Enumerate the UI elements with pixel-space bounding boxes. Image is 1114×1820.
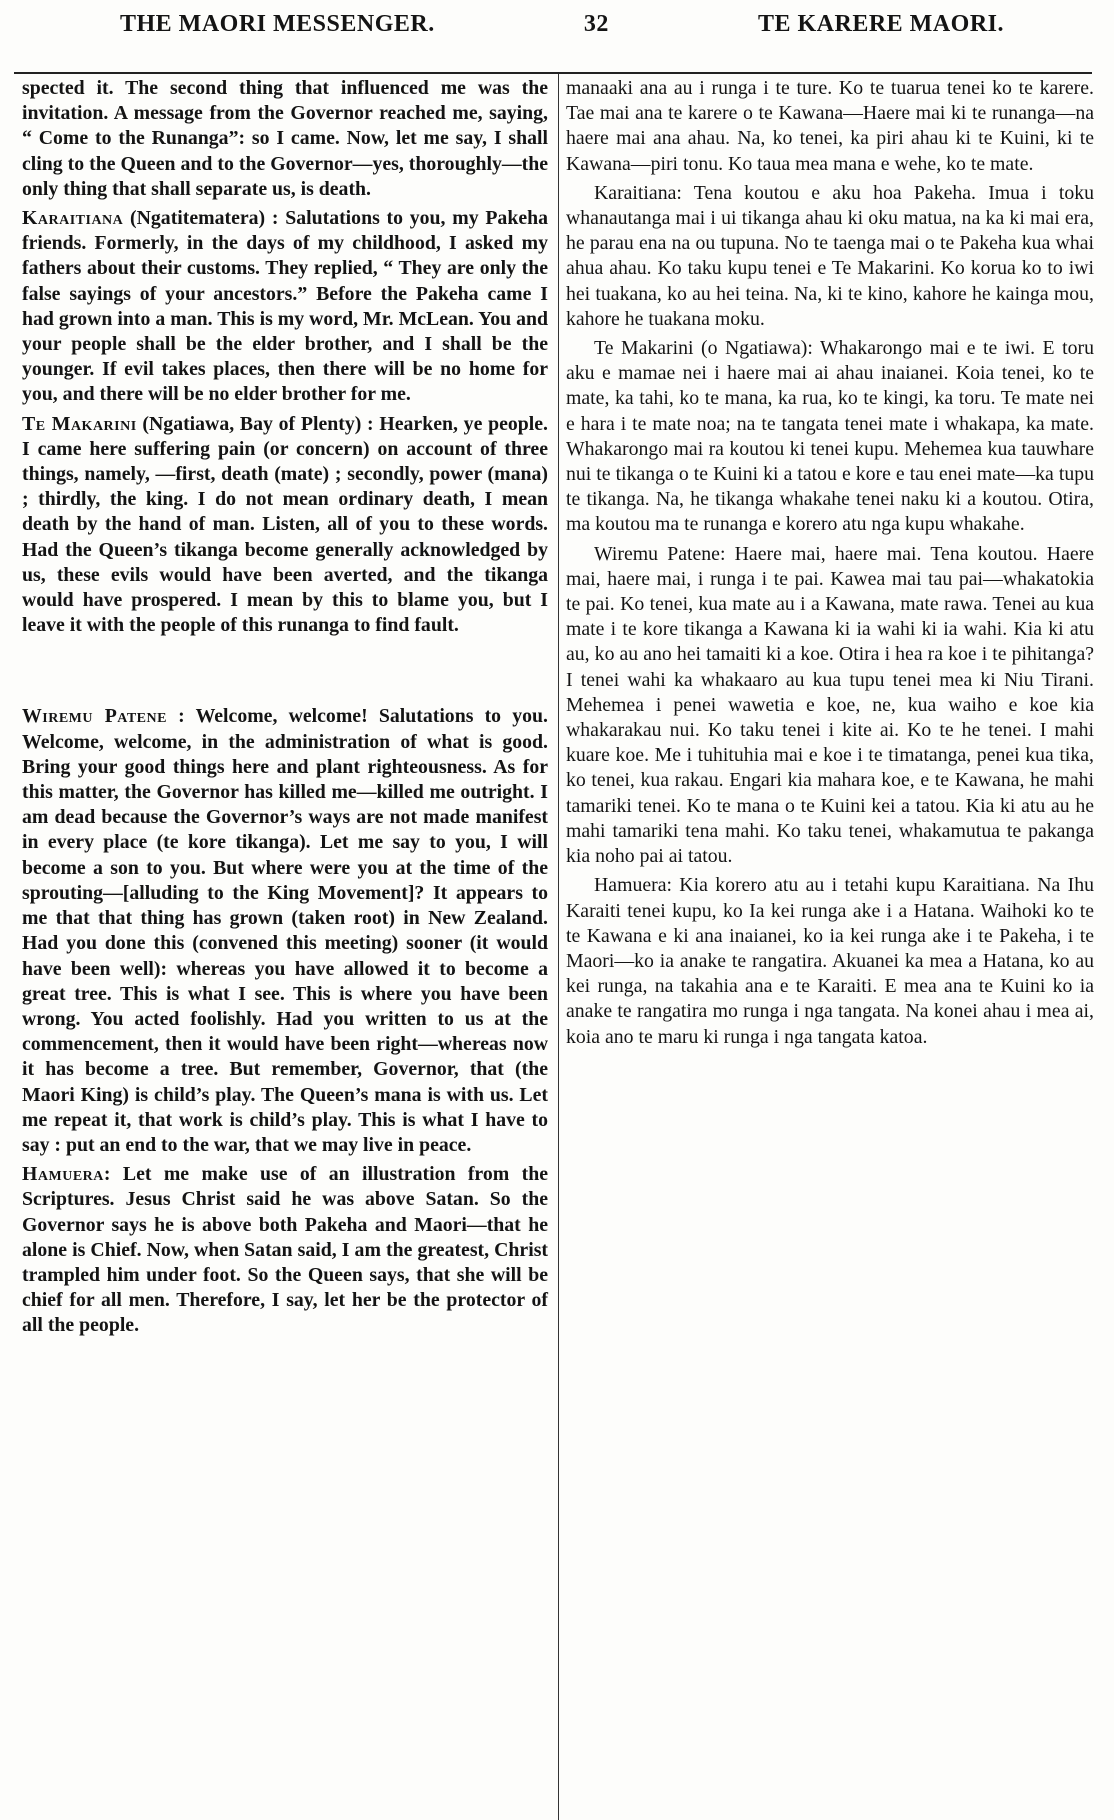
header-maori-title: TE KARERE MAORI.: [757, 10, 1004, 37]
english-paragraph: Wiremu Patene : Welcome, welcome! Salutations to you. Welcome, welcome, in the administration of what is good. Bring your good things here and plant righteousness. As for this matter, the Governor has killed me—killed me outright. I am dead because the Governor’s ways are not made manifest in every place (te kore tikanga). Let me say to you, I will become a son to you. But where were you at the time of the sprouting—[alluding to the King Movement]? It appears to me that that thing has grown (taken root) in New Zealand. Had you done this (convened this meeting) sooner (it would have been well): whereas you have allowed it to become a great tree. This is what I see. This is where you have been wrong. You acted foolishly. Had you written to us at the commencement, then it would have been right—whereas now it has become a tree. But remember, Governor, that (the Maori King) is child’s play. The Queen’s mana is with us. Let me repeat it, that work is child’s play. This is what I have to say : put an end to the war, that we may live in peace.: [22, 705, 548, 1156]
speaker-name: Te Makarini: [22, 412, 137, 435]
header-english-title: THE MAORI MESSENGER.: [120, 10, 435, 37]
page-header: [120, 6, 1004, 42]
english-paragraph: Te Makarini (Ngatiawa, Bay of Plenty) : Hearken, ye people. I came here suffering pain (or concern) on account of three things, namely, —first, death (mate) ; secondly, power (mana) ; thirdly, the king. I do not mean ordinary death, I mean death by the hand of man. Listen, all of you to these words. Had the Queen’s tikanga become generally acknowledged by us, these evils would have been averted, and the tikanga would have prospered. I mean by this to blame you, but I leave it with the people of this runanga to find fault.: [22, 412, 548, 637]
speaker-name: Hamuera: [22, 1163, 104, 1186]
speaker-name: Wiremu Patene: [22, 705, 167, 728]
maori-paragraph: Hamuera: Kia korero atu au i tetahi kupu Karaitiana. Na Ihu Karaiti tenei kupu, ko Ia kei runga ake i a Hatana. Waihoki ko te te Kawana e ki ana inaianei, ko ia kei runga ake i te Pakeha, i te Maori—ko ia anake te rangatira. Akuanei ka mea a Hatana, ko au kei runga, na takahia ana e te Karaiti. E mea ana te Kuini ko ia anake te rangatira mo runga i nga tangata. Na konei ahau i mea ai, koia ano te maru ki runga i nga tangata katoa.: [566, 874, 1094, 1048]
maori-paragraph: manaaki ana au i runga i te ture. Ko te tuarua tenei ko te karere. Tae mai ana te karere o te Kawana—Haere mai ki te runanga—na haere mai ana ahau. Na, ko tenei, ka piri ahau ki te Kuini, ki te Kawana—piri tonu. Ko taua mea mana e wehe, ko te mate.: [566, 77, 1094, 175]
column-divider: [558, 74, 559, 1820]
column-gap: [22, 642, 548, 704]
english-paragraph: Karaitiana (Ngatitematera) : Salutations to you, my Pakeha friends. Formerly, in the days of my childhood, I asked my fathers about their customs. They replied, “ They are only the false sayings of your ancestors.” Before the Pakeha came I had grown into a man. This is my word, Mr. McLean. You and your people shall be the elder brother, and I shall be the younger. If evil takes places, then there will be no home for you, and there will be no elder brother for me.: [22, 207, 548, 406]
maori-paragraph: Wiremu Patene: Haere mai, haere mai. Tena koutou. Haere mai, haere mai, i runga i te pai. Kawea mai tau pai—whakatokia te pai. Ko tenei, kua mate au i a Kawana, mate rawa. Tenei au kua mate i te kore tikanga a Kawana ki ia wahi ki ia wahi. Kia ki atu au, ko au ano hei tamaiti ki a koe. Otira i hea ra koe i te pihitanga? I tenei wahi ka whakaaro au kua tupu tenei mea ki Niu Tirani. Mehemea i penei wawetia e koe, ne, kua waiho e koe kia whakarakau nui. Ko taku tenei i kite ai. Ko te he tenei. I mahi kuare koe. Me i tuhituhia mai e koe i te timatanga, penei kua tika, ko tenei, kua rakau. Engari kia mahara koe, e te Kawana, he mahi tamariki tenei. Ko te mana o te Kuini kei a tatou. Kia ki atu au he mahi tamariki tena mahi. Ko taku tenei, whakamutua te pakanga kia noho pai ai tatou.: [566, 542, 1094, 868]
page-number: 32: [583, 10, 609, 37]
maori-paragraph: Karaitiana: Tena koutou e aku hoa Pakeha. Imua i toku whanautanga mai i ui tikanga ahau ki oku matua, na ka ki mai era, he parau ena na ou tupuna. No te taenga mai o te Pakeha kua whai ahua ahau. Ko taku kupu tenei e Te Makarini. Ko korua ko to iwi hei tuakana, ko au hei teina. Na, ki te kino, kahore he kainga mou, kahore he tuakana moku.: [566, 181, 1094, 330]
maori-column: [566, 76, 1094, 1054]
english-column: [22, 76, 548, 1343]
header-rule: [14, 72, 1092, 74]
english-paragraph: spected it. The second thing that influenced me was the invitation. A message from the Governor reached me, saying, “ Come to the Runanga”: so I came. Now, let me say, I shall cling to the Queen and to the Governor—yes, thoroughly—the only thing that shall separate us, is death.: [22, 77, 548, 200]
english-paragraph: Hamuera: Let me make use of an illustration from the Scriptures. Jesus Christ said he was above Satan. So the Governor says he is above both Pakeha and Maori—that he alone is Chief. Now, when Satan said, I am the greatest, Christ trampled him under foot. So the Queen says, that she will be chief for all men. Therefore, I say, let her be the protector of all the people.: [22, 1163, 548, 1337]
maori-paragraph: Te Makarini (o Ngatiawa): Whakarongo mai e te iwi. E toru aku e mamae nei i haere mai ai ahau inaianei. Koia tenei, ko te mate, ka tahi, ko te mana, ka rua, ko te kingi, ka toru. Te mate nei e hara i te mate noa; na te tangata tenei mate i whakapa, ka mate. Whakarongo mai ra koutou ki tenei kupu. Mehemea kua tauwhare nui te tikanga o te Kuini ki a tatou e kore e tau enei mate—ka tupu te tikanga. Na, he tikanga whakahe tenei naku ki a koutou. Otira, ma koutou ma te runanga e korero atu nga kupu whakahe.: [566, 337, 1094, 536]
speaker-name: Karaitiana: [22, 207, 124, 230]
